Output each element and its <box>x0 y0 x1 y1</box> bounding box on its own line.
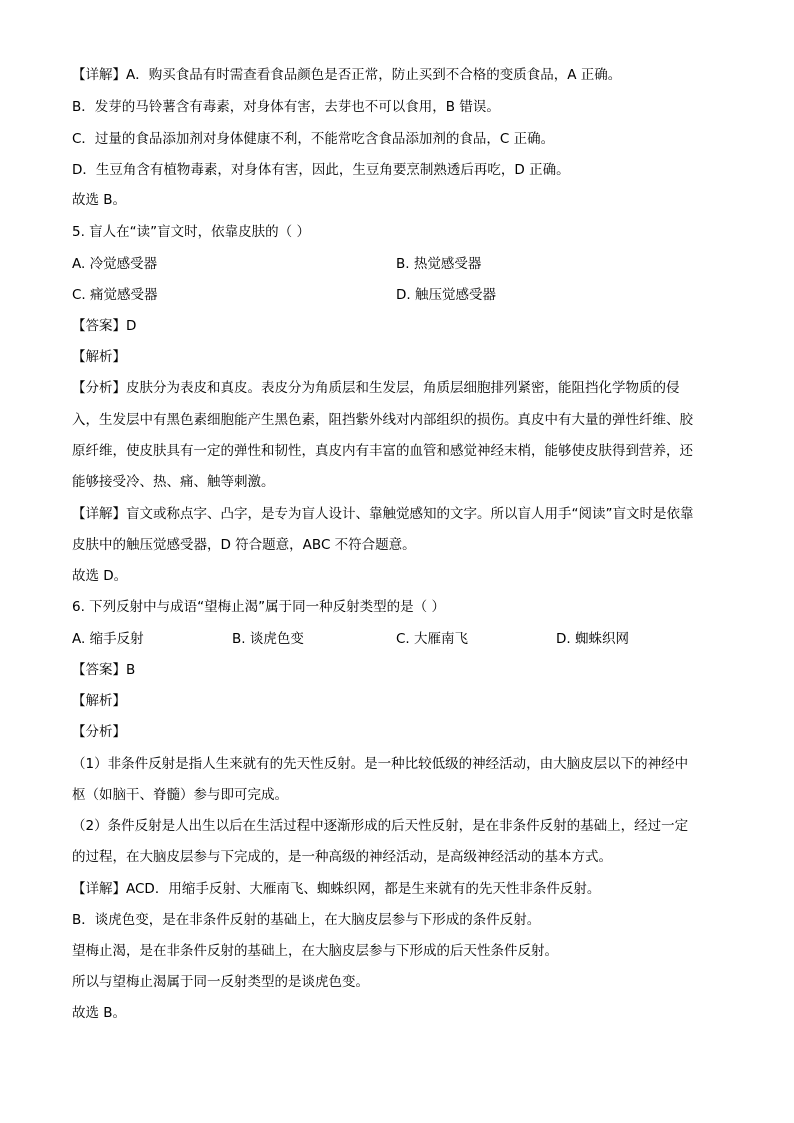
q6-detail-line: 【详解】ACD．用缩手反射、大雁南飞、蜘蛛织网，都是生来就有的先天性非条件反射。 <box>72 881 601 897</box>
q6-analysis-subheading: 【分析】 <box>72 724 126 740</box>
q5-stem: 5. 盲人在“读”盲文时，依靠皮肤的（ ） <box>72 224 310 240</box>
q5-option-c: C. 痛觉感受器 <box>72 287 158 303</box>
q5-analysis-line: 入，生发层中有黑色素细胞能产生黑色素，阻挡紫外线对内部组织的损伤。真皮中有大量的弹性纤维、胶 <box>72 412 693 428</box>
q5-option-b: B. 热觉感受器 <box>396 256 482 272</box>
q6-conclusion: 故选 B。 <box>72 1005 127 1021</box>
q4-detail-c: C．过量的食品添加剂对身体健康不利，不能常吃含食品添加剂的食品，C 正确。 <box>72 131 555 147</box>
q5-analysis-line: 【分析】皮肤分为表皮和真皮。表皮分为角质层和生发层，角质层细胞排列紧密，能阻挡化学物质的侵 <box>72 380 680 396</box>
q6-analysis-line: （2）条件反射是人出生以后在生活过程中逐渐形成的后天性反射，是在非条件反射的基础上，经过一定 <box>72 818 689 834</box>
q6-analysis-line: 的过程，在大脑皮层参与下完成的，是一种高级的神经活动，是高级神经活动的基本方式。 <box>72 849 612 865</box>
q5-analysis-heading: 【解析】 <box>72 349 126 365</box>
q5-detail-line: 皮肤中的触压觉感受器，D 符合题意，ABC 不符合题意。 <box>72 537 416 553</box>
q6-option-a: A. 缩手反射 <box>72 631 144 647</box>
q4-conclusion: 故选 B。 <box>72 192 127 208</box>
q6-analysis-line: （1）非条件反射是指人生来就有的先天性反射。是一种比较低级的神经活动，由大脑皮层以下的神经中 <box>72 756 689 772</box>
q4-detail-b: B．发芽的马铃薯含有毒素，对身体有害，去芽也不可以食用，B 错误。 <box>72 99 500 115</box>
q6-detail-line: 望梅止渴，是在非条件反射的基础上，在大脑皮层参与下形成的后天性条件反射。 <box>72 943 558 959</box>
q5-option-d: D. 触压觉感受器 <box>396 287 496 303</box>
q6-detail-line: B．谈虎色变，是在非条件反射的基础上，在大脑皮层参与下形成的条件反射。 <box>72 912 541 928</box>
q6-option-c: C. 大雁南飞 <box>396 631 469 647</box>
q5-analysis-line: 能够接受冷、热、痛、触等刺激。 <box>72 474 275 490</box>
q6-stem: 6. 下列反射中与成语“望梅止渴”属于同一种反射类型的是（ ） <box>72 599 445 615</box>
q5-analysis-line: 原纤维，使皮肤具有一定的弹性和韧性，真皮内有丰富的血管和感觉神经末梢，能够使皮肤得到营养，还 <box>72 443 693 459</box>
q4-detail-d: D．生豆角含有植物毒素，对身体有害，因此，生豆角要烹制熟透后再吃，D 正确。 <box>72 162 570 178</box>
q6-answer: 【答案】B <box>72 662 136 678</box>
q6-analysis-heading: 【解析】 <box>72 693 126 709</box>
q5-answer: 【答案】D <box>72 318 137 334</box>
q6-analysis-line: 枢（如脑干、脊髓）参与即可完成。 <box>72 787 288 803</box>
q5-option-a: A. 冷觉感受器 <box>72 256 158 272</box>
q6-option-d: D. 蜘蛛织网 <box>556 631 629 647</box>
q5-conclusion: 故选 D。 <box>72 568 128 584</box>
q5-detail-line: 【详解】盲文或称点字、凸字，是专为盲人设计、靠触觉感知的文字。所以盲人用手“阅读”盲文时是依靠 <box>72 506 694 522</box>
q6-option-b: B. 谈虎色变 <box>232 631 304 647</box>
q4-detail-a: 【详解】A．购买食品有时需查看食品颜色是否正常，防止买到不合格的变质食品，A 正确。 <box>72 67 622 83</box>
q6-detail-line: 所以与望梅止渴属于同一反射类型的是谈虎色变。 <box>72 974 369 990</box>
